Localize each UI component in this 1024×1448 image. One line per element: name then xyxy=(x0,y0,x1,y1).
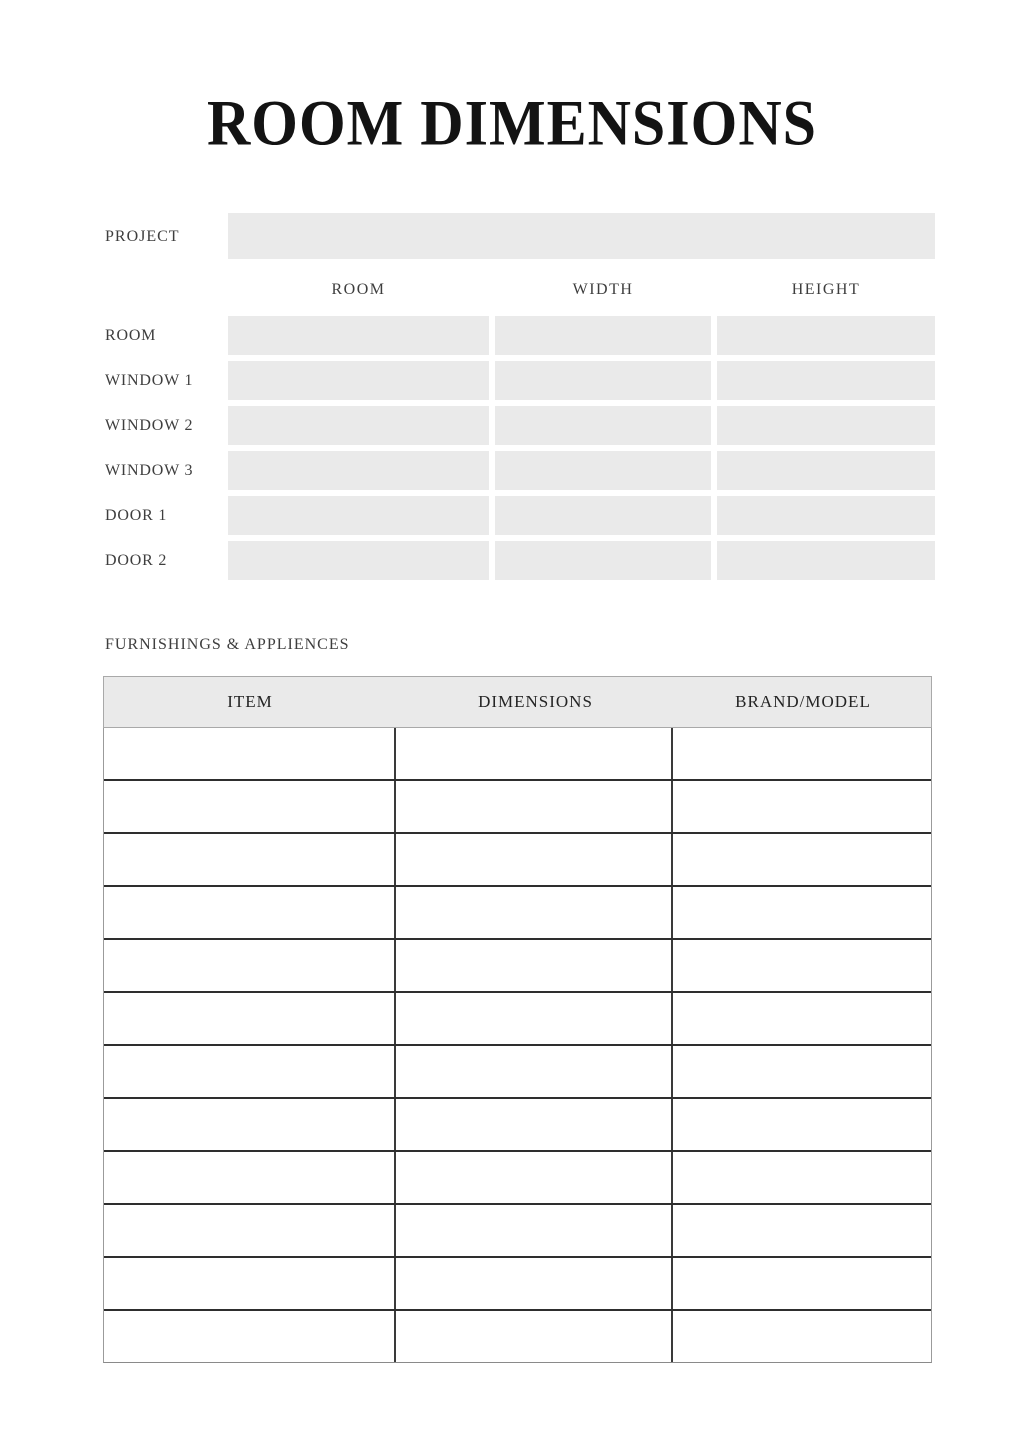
project-label: PROJECT xyxy=(105,228,180,245)
dimensions-row xyxy=(105,496,935,535)
furnishings-cell-item[interactable] xyxy=(104,940,396,991)
page-title: ROOM DIMENSIONS xyxy=(206,87,818,159)
furnishings-cell-brand-model[interactable] xyxy=(673,728,931,779)
furnishings-row xyxy=(104,940,931,993)
dimensions-cell-room[interactable] xyxy=(228,406,489,445)
furnishings-cell-item[interactable] xyxy=(104,728,396,779)
furnishings-cell-dimensions[interactable] xyxy=(396,887,673,938)
dimensions-cell-room[interactable] xyxy=(228,451,489,490)
furnishings-row xyxy=(104,728,931,781)
dimensions-cell-width[interactable] xyxy=(495,361,711,400)
furnishings-cell-dimensions[interactable] xyxy=(396,834,673,885)
furnishings-row xyxy=(104,1258,931,1311)
dimensions-cell-height[interactable] xyxy=(717,451,935,490)
dimensions-cell-room[interactable] xyxy=(228,496,489,535)
dimensions-cell-height[interactable] xyxy=(717,496,935,535)
furnishings-cell-brand-model[interactable] xyxy=(673,887,931,938)
dimensions-column-header-room: ROOM xyxy=(331,281,386,298)
dimensions-row xyxy=(105,361,935,400)
furnishings-cell-dimensions[interactable] xyxy=(396,1152,673,1203)
furnishings-row xyxy=(104,1099,931,1152)
furnishings-cell-item[interactable] xyxy=(104,781,396,832)
dimensions-cell-width[interactable] xyxy=(495,316,711,355)
furnishings-cell-brand-model[interactable] xyxy=(673,781,931,832)
furnishings-cell-dimensions[interactable] xyxy=(396,1046,673,1097)
furnishings-row xyxy=(104,1046,931,1099)
dimensions-cell-width[interactable] xyxy=(495,541,711,580)
dimensions-cell-room[interactable] xyxy=(228,361,489,400)
furnishings-cell-item[interactable] xyxy=(104,834,396,885)
furnishings-table xyxy=(103,676,932,1363)
furnishings-cell-dimensions[interactable] xyxy=(396,1311,673,1362)
furnishings-cell-dimensions[interactable] xyxy=(396,1258,673,1309)
furnishings-cell-item[interactable] xyxy=(104,1099,396,1150)
dimensions-cell-room[interactable] xyxy=(228,541,489,580)
furnishings-table-header xyxy=(103,676,932,728)
furnishings-column-header-dimensions: DIMENSIONS xyxy=(478,692,593,711)
furnishings-cell-item[interactable] xyxy=(104,887,396,938)
dimensions-cell-width[interactable] xyxy=(495,451,711,490)
furnishings-cell-dimensions[interactable] xyxy=(396,993,673,1044)
furnishings-cell-brand-model[interactable] xyxy=(673,1099,931,1150)
furnishings-row xyxy=(104,781,931,834)
furnishings-cell-item[interactable] xyxy=(104,1152,396,1203)
furnishings-cell-item[interactable] xyxy=(104,1258,396,1309)
furnishings-cell-item[interactable] xyxy=(104,993,396,1044)
furnishings-row xyxy=(104,993,931,1046)
furnishings-cell-brand-model[interactable] xyxy=(673,940,931,991)
dimensions-cell-width[interactable] xyxy=(495,406,711,445)
dimensions-rows xyxy=(105,316,935,586)
furnishings-row xyxy=(104,887,931,940)
furnishings-cell-dimensions[interactable] xyxy=(396,781,673,832)
furnishings-cell-brand-model[interactable] xyxy=(673,1152,931,1203)
furnishings-column-header-brand-model: BRAND/MODEL xyxy=(735,692,871,711)
furnishings-section-title: FURNISHINGS & APPLIENCES xyxy=(105,636,350,653)
dimensions-row-label: WINDOW 2 xyxy=(105,416,194,434)
furnishings-cell-brand-model[interactable] xyxy=(673,1258,931,1309)
project-input[interactable] xyxy=(228,213,935,259)
furnishings-column-header-item: ITEM xyxy=(227,692,273,711)
furnishings-cell-dimensions[interactable] xyxy=(396,1099,673,1150)
dimensions-row-label: DOOR 1 xyxy=(105,506,168,524)
dimensions-column-header-height: HEIGHT xyxy=(791,281,861,298)
furnishings-cell-brand-model[interactable] xyxy=(673,1311,931,1362)
furnishings-row xyxy=(104,1311,931,1362)
furnishings-row xyxy=(104,1152,931,1205)
furnishings-cell-dimensions[interactable] xyxy=(396,1205,673,1256)
dimensions-cell-width[interactable] xyxy=(495,496,711,535)
dimensions-row-label: WINDOW 3 xyxy=(105,461,194,479)
furnishings-row xyxy=(104,834,931,887)
dimensions-row-label: WINDOW 1 xyxy=(105,371,194,389)
dimensions-cell-height[interactable] xyxy=(717,406,935,445)
furnishings-cell-dimensions[interactable] xyxy=(396,728,673,779)
furnishings-cell-brand-model[interactable] xyxy=(673,1046,931,1097)
dimensions-row-label: ROOM xyxy=(105,326,157,344)
dimensions-cell-height[interactable] xyxy=(717,541,935,580)
furnishings-cell-brand-model[interactable] xyxy=(673,1205,931,1256)
furnishings-cell-item[interactable] xyxy=(104,1046,396,1097)
furnishings-cell-item[interactable] xyxy=(104,1205,396,1256)
furnishings-cell-brand-model[interactable] xyxy=(673,834,931,885)
dimensions-column-header-width: WIDTH xyxy=(572,281,634,298)
furnishings-row xyxy=(104,1205,931,1258)
dimensions-row xyxy=(105,541,935,580)
dimensions-row xyxy=(105,451,935,490)
furnishings-cell-item[interactable] xyxy=(104,1311,396,1362)
dimensions-cell-room[interactable] xyxy=(228,316,489,355)
furnishings-cell-brand-model[interactable] xyxy=(673,993,931,1044)
furnishings-table-body xyxy=(103,728,932,1363)
dimensions-row xyxy=(105,316,935,355)
dimensions-cell-height[interactable] xyxy=(717,361,935,400)
dimensions-cell-height[interactable] xyxy=(717,316,935,355)
dimensions-row xyxy=(105,406,935,445)
dimensions-row-label: DOOR 2 xyxy=(105,551,168,569)
furnishings-cell-dimensions[interactable] xyxy=(396,940,673,991)
